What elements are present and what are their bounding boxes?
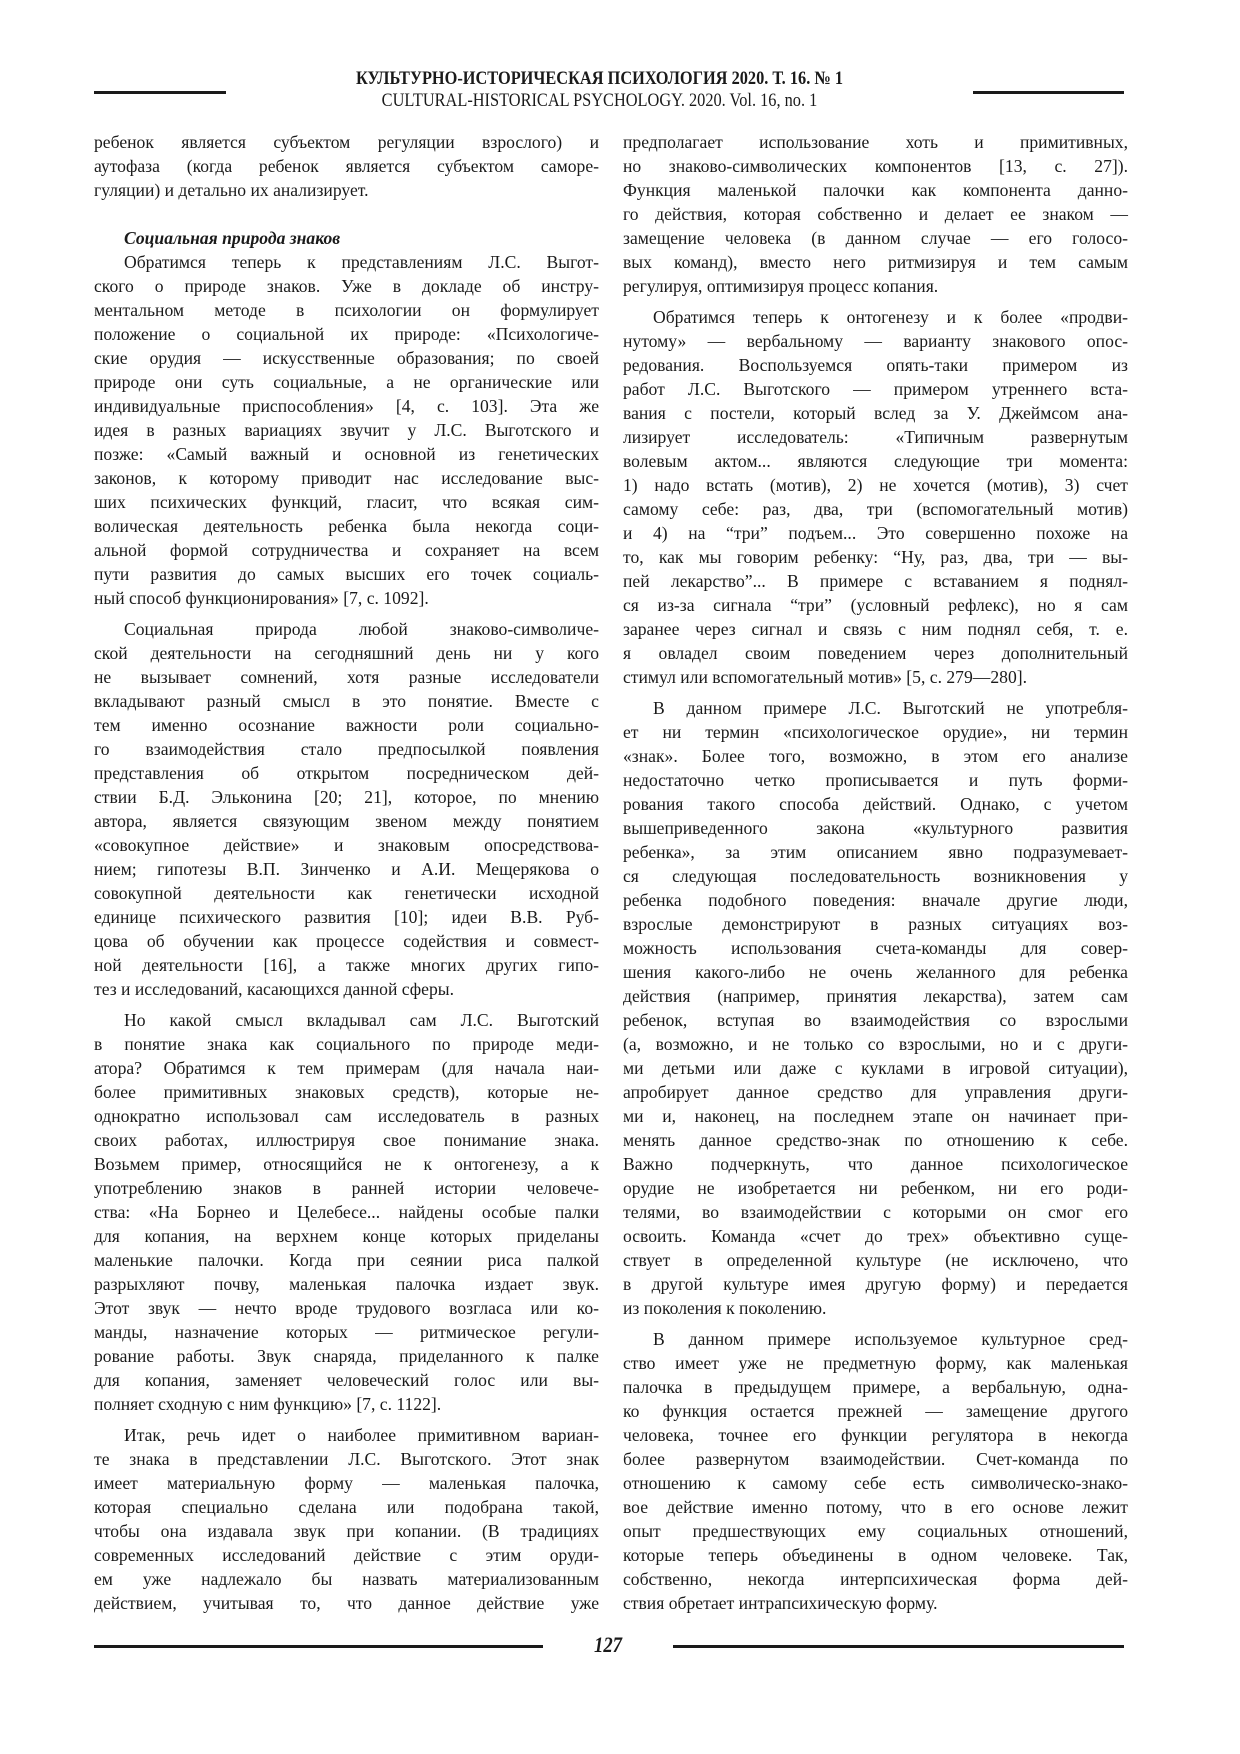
header-rule-left xyxy=(94,91,226,94)
text-line: го взаимодействия стало предпосылкой появления xyxy=(94,739,599,759)
text-line: ребенка», за этим описанием явно подразумевает- xyxy=(623,842,1128,862)
text-line: нутому» — вербальному — варианту знакового опос- xyxy=(623,331,1128,351)
text-line: го действия, которая собственно и делает ее знаком — xyxy=(623,204,1128,224)
text-line: заранее через сигнал и связь с ним поднял себя, т. е. xyxy=(623,619,1128,639)
text-line: для копания, на верхнем конце которых приделаны xyxy=(94,1226,599,1246)
text-line: Итак, речь идет о наиболее примитивном вариан- xyxy=(124,1425,599,1445)
text-line: Социальная природа любой знаково-символиче- xyxy=(124,619,599,639)
text-line: менять данное средство-знак по отношению к себе. xyxy=(623,1130,1128,1150)
text-line: В данном примере Л.С. Выготский не употребля- xyxy=(653,698,1128,718)
text-line: ребенок, вступая во взаимодействия со взрослыми xyxy=(623,1010,1128,1030)
text-line: ет ни термин «психологическое орудие», ни термин xyxy=(623,722,1128,742)
text-line: вышеприведенного закона «культурного развития xyxy=(623,818,1128,838)
text-line: Этот звук — нечто вроде трудового возгласа или ко- xyxy=(94,1298,599,1318)
paragraph xyxy=(94,1423,599,1615)
text-line: Но какой смысл вкладывал сам Л.С. Выготский xyxy=(124,1010,599,1030)
text-line: редования. Воспользуемся опять-таки примером из xyxy=(623,355,1128,375)
text-line: автора, является связующим звеном между понятием xyxy=(94,811,599,831)
text-line: рования такого способа действий. Однако, с учетом xyxy=(623,794,1128,814)
text-line: ми детьми или даже с куклами в игровой ситуации), xyxy=(623,1058,1128,1078)
text-line: положение о социальной их природе: «Психологиче- xyxy=(94,324,599,344)
text-line: 1) надо встать (мотив), 2) не хочется (мотив), 3) счет xyxy=(623,475,1128,495)
text-line: ем уже надлежало бы назвать материализованным xyxy=(94,1569,599,1589)
text-line: индивидуальные приспособления» [4, с. 103]. Эта же xyxy=(94,396,599,416)
text-line: разрыхляют почву, маленькая палочка издает звук. xyxy=(94,1274,599,1294)
text-line: регулируя, оптимизируя процесс копания. xyxy=(623,276,939,296)
footer-rule-right xyxy=(673,1645,1124,1648)
text-line: идея в разных вариациях звучит у Л.С. Выготского и xyxy=(94,420,599,440)
text-line: тем именно осознание важности роли социально- xyxy=(94,715,599,735)
text-line: и 4) на “три” подъем... Это совершенно похоже на xyxy=(623,523,1128,543)
text-line: позже: «Самый важный и основной из генетических xyxy=(94,444,599,464)
text-line: В данном примере используемое культурное сред- xyxy=(653,1329,1128,1349)
text-line: лизирует исследователь: «Типичным развернутым xyxy=(623,427,1128,447)
right-column xyxy=(623,130,1128,1615)
text-line: вое действие именно потому, что в его основе лежит xyxy=(623,1497,1128,1517)
text-line: Важно подчеркнуть, что данное психологическое xyxy=(623,1154,1128,1174)
text-line: ство имеет уже не предметную форму, как маленькая xyxy=(623,1353,1128,1373)
text-line: ших психических функций, гласит, что всякая сим- xyxy=(94,492,599,512)
text-line: ские орудия — искусственные образования; по своей xyxy=(94,348,599,368)
text-line: для копания, заменяет человеческий голос или вы- xyxy=(94,1370,599,1390)
text-line: чтобы она издавала звук при копании. (В традициях xyxy=(94,1521,599,1541)
text-line: замещение человека (в данном случае — его голосо- xyxy=(623,228,1128,248)
text-line: более развернутом взаимодействии. Счет-команда по xyxy=(623,1449,1128,1469)
page-number: 127 xyxy=(593,1632,623,1657)
text-line: Возьмем пример, относящийся не к онтогенезу, а к xyxy=(94,1154,599,1174)
text-line: ся из-за сигнала “три” (условный рефлекс), но я сам xyxy=(623,595,1128,615)
text-line: я овладел своим поведением через дополнительный xyxy=(623,643,1128,663)
text-line: апробирует данное средство для управления други- xyxy=(623,1082,1128,1102)
text-line: ского о природе знаков. Уже в докладе об инстру- xyxy=(94,276,599,296)
text-line: пути развития до самых высших его точек социаль- xyxy=(94,564,599,584)
text-line: из поколения к поколению. xyxy=(623,1298,827,1318)
text-line: отношению к самому себе есть символическо-знако- xyxy=(623,1473,1128,1493)
text-line: употреблению знаков в ранней истории человече- xyxy=(94,1178,599,1198)
text-line: самому себе: раз, два, три (вспомогательный мотив) xyxy=(623,499,1128,519)
text-line: в понятие знака как социального по природе меди- xyxy=(94,1034,599,1054)
text-line: шения какого-либо не очень желанного для ребенка xyxy=(623,962,1128,982)
text-line: ко функция остается прежней — замещение другого xyxy=(623,1401,1128,1421)
text-line: но знаково-символических компонентов [13, с. 27]). xyxy=(623,156,1128,176)
text-line: единице психического развития [10]; идеи В.В. Руб- xyxy=(94,907,599,927)
text-line: маленькие палочки. Когда при сеянии риса палкой xyxy=(94,1250,599,1270)
text-line: цова об обучении как процессе содействия и совмест- xyxy=(94,931,599,951)
text-line: природе они суть социальные, а не органические или xyxy=(94,372,599,392)
text-line: однократно использовал сам исследователь в разных xyxy=(94,1106,599,1126)
text-line: ской деятельности на сегодняшний день ни у кого xyxy=(94,643,599,663)
paragraph xyxy=(623,305,1128,689)
text-line: взрослые демонстрируют в разных ситуациях воз- xyxy=(623,914,1128,934)
section-heading: Социальная природа знаков xyxy=(124,228,341,248)
text-line: которые теперь объединены в одном человеке. Так, xyxy=(623,1545,1128,1565)
text-line: ства: «На Борнео и Целебесе... найдены особые палки xyxy=(94,1202,599,1222)
paragraph xyxy=(94,250,599,610)
text-line: собственно, некогда интерпсихическая форма дей- xyxy=(623,1569,1128,1589)
text-line: ребенок является субъектом регуляции взрослого) и xyxy=(94,132,599,152)
footer-rule-left xyxy=(94,1645,543,1648)
text-line: действия (например, принятия лекарства), затем сам xyxy=(623,986,1128,1006)
text-line: «совокупное действие» и знаковым опосредствова- xyxy=(94,835,599,855)
text-line: то, как мы говорим ребенку: “Ну, раз, два, три — вы- xyxy=(623,547,1128,567)
paragraph xyxy=(623,696,1128,1320)
text-line: ствии Б.Д. Эльконина [20; 21], которое, по мнению xyxy=(94,787,599,807)
text-line: предполагает использование хоть и примитивных, xyxy=(623,132,1128,152)
text-line: вания с постели, который вслед за У. Джеймсом ана- xyxy=(623,403,1128,423)
text-line: недостаточно четко прописывается и путь форми- xyxy=(623,770,1128,790)
paragraph xyxy=(94,617,599,1001)
journal-title-en: CULTURAL-HISTORICAL PSYCHOLOGY. 2020. Vol. 16, no. 1 xyxy=(381,90,818,111)
text-line: гуляции) и детально их анализирует. xyxy=(94,180,369,200)
text-line: законов, к которому приводит нас исследование выс- xyxy=(94,468,599,488)
text-line: ствия обретает интрапсихическую форму. xyxy=(623,1593,938,1613)
paragraph xyxy=(623,1327,1128,1615)
paragraph xyxy=(94,1008,599,1416)
text-line: орудие не изобретается ни ребенком, ни его роди- xyxy=(623,1178,1128,1198)
text-line: Обратимся теперь к представлениям Л.С. Выгот- xyxy=(124,252,599,272)
text-line: нием; гипотезы В.П. Зинченко и А.И. Мещерякова о xyxy=(94,859,599,879)
text-line: (а, возможно, и не только со взрослыми, но и с други- xyxy=(623,1034,1128,1054)
text-line: освоить. Команда «счет до трех» объективно суще- xyxy=(623,1226,1128,1246)
text-line: в другой культуре имея другую форму) и передается xyxy=(623,1274,1128,1294)
text-line: ствует в определенной культуре (не исключено, что xyxy=(623,1250,1128,1270)
header-rule-right xyxy=(973,91,1124,94)
text-line: работ Л.С. Выготского — примером утреннего вста- xyxy=(623,379,1128,399)
text-line: совокупной деятельности как генетически исходной xyxy=(94,883,599,903)
text-line: тез и исследований, касающихся данной сферы. xyxy=(94,979,455,999)
text-line: ся следующая последовательность возникновения у xyxy=(623,866,1128,886)
text-line: стимул или вспомогательный мотив» [5, с. 279—280]. xyxy=(623,667,1027,687)
text-line: человека, точнее его функции регулятора в некогда xyxy=(623,1425,1128,1445)
text-line: более примитивных знаковых средств), которые не- xyxy=(94,1082,599,1102)
text-line: манды, назначение которых — ритмическое регули- xyxy=(94,1322,599,1342)
text-line: палочка в предыдущем примере, а вербальную, одна- xyxy=(623,1377,1128,1397)
text-line: своих работах, иллюстрируя свое понимание знака. xyxy=(94,1130,599,1150)
text-line: ный способ функционирования» [7, с. 1092]. xyxy=(94,588,429,608)
text-line: волическая деятельность ребенка была некогда соци- xyxy=(94,516,599,536)
paragraph xyxy=(94,130,599,202)
text-line: телями, во взаимодействии с которыми он смог его xyxy=(623,1202,1128,1222)
text-line: вых команд), вместо него ритмизируя и тем самым xyxy=(623,252,1128,272)
journal-title-ru: КУЛЬТУРНО-ИСТОРИЧЕСКАЯ ПСИХОЛОГИЯ 2020. Т. 16. № 1 xyxy=(355,68,844,89)
text-line: современных исследований действие с этим оруди- xyxy=(94,1545,599,1565)
text-line: опыт предшествующих ему социальных отношений, xyxy=(623,1521,1128,1541)
text-line: полняет сходную с ним функцию» [7, с. 1122]. xyxy=(94,1394,442,1414)
running-header xyxy=(226,68,973,112)
text-line: которая специально сделана или подобрана такой, xyxy=(94,1497,599,1517)
text-line: Функция маленькой палочки как компонента данно- xyxy=(623,180,1128,200)
paragraph xyxy=(623,130,1128,298)
text-line: имеет материальную форму — маленькая палочка, xyxy=(94,1473,599,1493)
text-line: альной формой сотрудничества и сохраняет на всем xyxy=(94,540,599,560)
text-line: аутофаза (когда ребенок является субъектом саморе- xyxy=(94,156,599,176)
text-line: атора? Обратимся к тем примерам (для начала наи- xyxy=(94,1058,599,1078)
text-line: ментальном методе в психологии он формулирует xyxy=(94,300,599,320)
text-line: ми и, наконец, на последнем этапе он начинает при- xyxy=(623,1106,1128,1126)
text-line: Обратимся теперь к онтогенезу и к более «продви- xyxy=(653,307,1128,327)
text-line: волевым актом... являются следующие три момента: xyxy=(623,451,1128,471)
text-line: представления об открытом посредническом дей- xyxy=(94,763,599,783)
text-line: «знак». Более того, возможно, в этом его анализе xyxy=(623,746,1128,766)
text-line: рование работы. Звук снаряда, приделанного к палке xyxy=(94,1346,599,1366)
text-line: можность использования счета-команды для совер- xyxy=(623,938,1128,958)
text-line: ребенка подобного поведения: вначале другие люди, xyxy=(623,890,1128,910)
text-line: действием, учитывая то, что данное действие уже xyxy=(94,1593,599,1613)
text-line: ной деятельности [16], а также многих других гипо- xyxy=(94,955,599,975)
text-line: не вызывает сомнений, хотя разные исследователи xyxy=(94,667,599,687)
text-line: вкладывают разный смысл в это понятие. Вместе с xyxy=(94,691,599,711)
text-line: те знака в представлении Л.С. Выготского. Этот знак xyxy=(94,1449,599,1469)
left-column xyxy=(94,130,599,1615)
text-line: пей лекарство”... В примере с вставанием я поднял- xyxy=(623,571,1128,591)
